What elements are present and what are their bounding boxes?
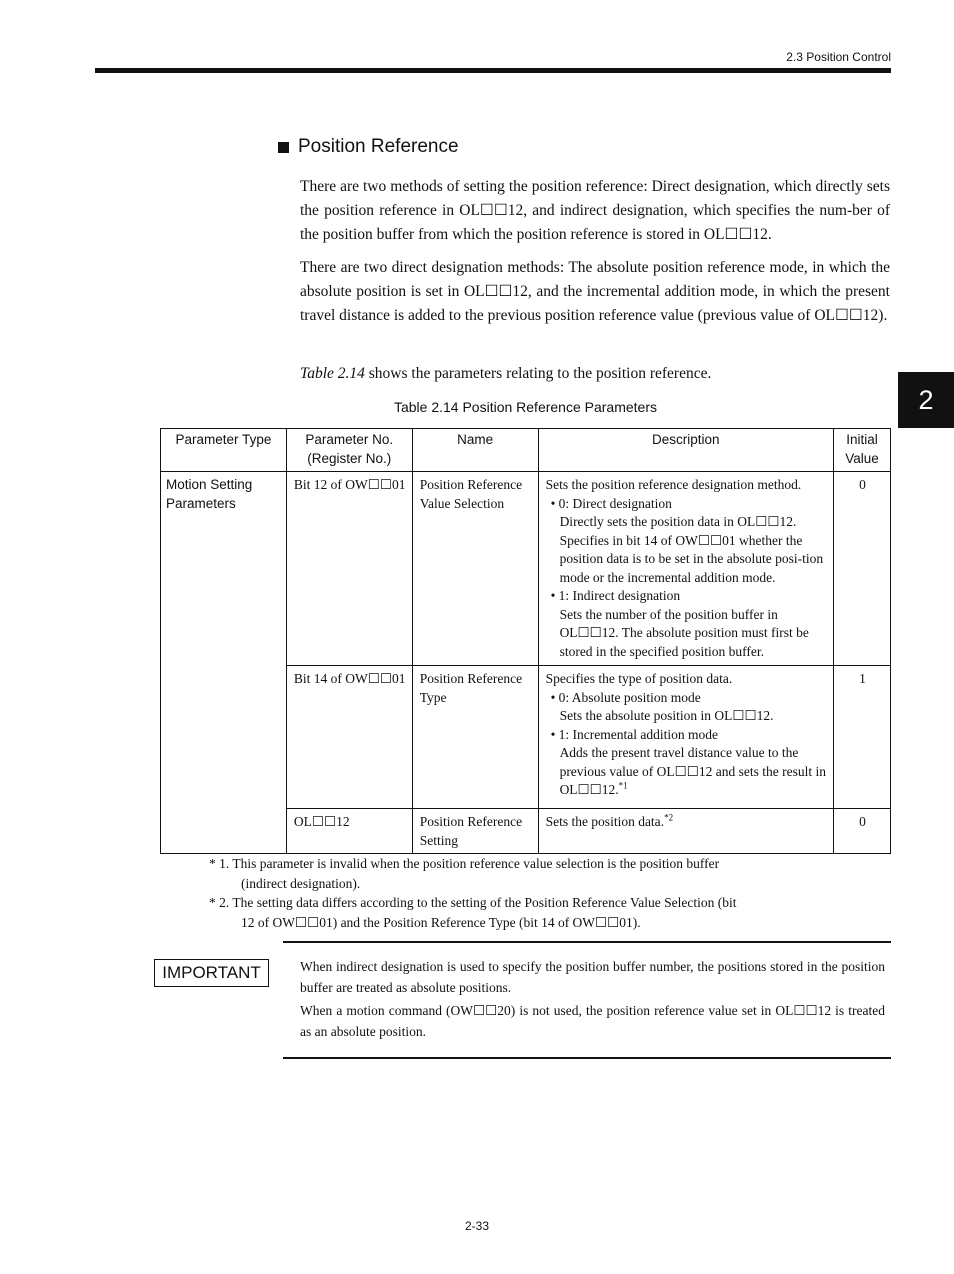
footnote-ref-2: *2: [664, 812, 674, 823]
header-parameter-no: Parameter No. (Register No.): [286, 429, 412, 472]
chapter-tab: 2: [898, 372, 954, 428]
important-text-1: When indirect designation is used to specify the position buffer number, the positions stored in the position buffer are treated as absolute positions.: [300, 959, 885, 995]
description-cell: [538, 666, 833, 809]
parameter-no-cell: Bit 14 of OW☐☐01: [286, 666, 412, 809]
paragraph-table-reference: [300, 362, 890, 386]
name-cell: Position Reference Value Selection: [412, 472, 538, 666]
description-option-1-block: [546, 744, 827, 800]
initial-value-cell: 1: [834, 666, 891, 809]
paragraph-intro: There are two methods of setting the position reference: Direct designation, which directly sets the position reference in OL☐☐12, and indirect designation, which specifies the num-ber of the position buffer from which the position reference is stored in OL☐☐12.: [300, 178, 890, 243]
table-reference-text: shows the parameters relating to the position reference.: [364, 365, 712, 382]
description-cell: [538, 472, 833, 666]
description-intro: Sets the position data.: [545, 814, 665, 829]
important-label: IMPORTANT: [154, 959, 269, 987]
header-name: Name: [412, 429, 538, 472]
description-option-1: • 1: Incremental addition mode: [550, 726, 718, 742]
footnote-ref-1: *1: [618, 780, 628, 791]
description-option-0-text: Directly sets the position data in OL☐☐12. Specifies in bit 14 of OW☐☐01 whether the position data is to be set in the absolute posi-tion mode or the incremental addition mode.: [559, 514, 824, 585]
footnote-1: * 1. This parameter is invalid when the position reference value selection is the position buffer: [209, 856, 720, 871]
description-cell: [538, 809, 833, 854]
parameter-no-cell: OL☐☐12: [286, 809, 412, 854]
running-header: 2.3 Position Control: [786, 50, 891, 64]
footnote-2-continued: 12 of OW☐☐01) and the Position Reference Type (bit 14 of OW☐☐01).: [241, 914, 641, 930]
square-bullet-icon: [278, 142, 289, 153]
header-initial-value: Initial Value: [834, 429, 891, 472]
initial-value-cell: 0: [834, 472, 891, 666]
footnote-1-continued: (indirect designation).: [241, 875, 361, 891]
header-rule: [95, 68, 891, 73]
parameter-no-cell: Bit 12 of OW☐☐01: [286, 472, 412, 666]
table-caption: Table 2.14 Position Reference Parameters: [393, 399, 658, 415]
description-option-0-text: Sets the absolute position in OL☐☐12.: [559, 708, 774, 723]
footnotes: [209, 854, 809, 932]
important-bottom-rule: [283, 1057, 891, 1059]
header-description: Description: [538, 429, 833, 472]
description-intro: Sets the position reference designation method.: [545, 477, 802, 492]
table-header-row: [161, 429, 891, 472]
section-heading-text: Position Reference: [298, 136, 459, 157]
section-heading: [278, 136, 459, 158]
initial-value-cell: 0: [834, 809, 891, 854]
name-cell: Position Reference Type: [412, 666, 538, 809]
footnote-2: * 2. The setting data differs according to the setting of the Position Reference Value Selection (bit: [209, 895, 737, 910]
description-intro: Specifies the type of position data.: [545, 671, 733, 686]
description-option-1-text: Adds the present travel distance value to the previous value of OL☐☐12 and sets the result in OL☐☐12.: [559, 745, 826, 797]
description-option-1: • 1: Indirect designation: [550, 588, 681, 603]
paragraph-direct-methods: There are two direct designation methods: The absolute position reference mode, in which the absolute position is set in OL☐☐12, and the incremental addition mode, in which the present travel distance is added to the previous position reference value (previous value of OL☐☐12).: [300, 259, 890, 324]
important-text-2: When a motion command (OW☐☐20) is not used, the position reference value set in OL☐☐12 is treated as an absolute position.: [300, 1003, 885, 1039]
description-option-0: • 0: Direct designation: [550, 495, 672, 511]
description-block: [546, 813, 827, 832]
header-parameter-type: Parameter Type: [161, 429, 287, 472]
parameter-table: [160, 428, 891, 854]
table-row: [161, 472, 891, 666]
description-option-1-text: Sets the number of the position buffer in OL☐☐12. The absolute position must first be stored in the specified position buffer.: [559, 606, 809, 659]
important-top-rule: [283, 941, 891, 943]
table-reference: Table 2.14: [300, 365, 365, 382]
page-number: 2-33: [464, 1219, 490, 1233]
name-cell: Position Reference Setting: [412, 809, 538, 854]
parameter-type-cell: Motion Setting Parameters: [161, 472, 287, 854]
description-option-0: • 0: Absolute position mode: [550, 689, 701, 705]
